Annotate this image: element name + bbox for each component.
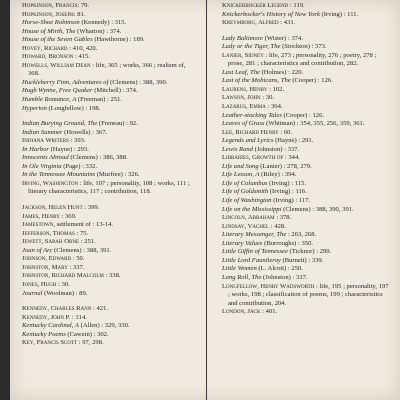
index-entry (22, 305, 192, 314)
index-entry-heading: Lanier, Sidney (222, 51, 264, 59)
index-entry-pages: (Whitman) : 354, 355, 256, 359, 361. (264, 120, 365, 128)
index-entry-pages: : 75. (74, 229, 89, 237)
index-entry-heading: Little Women (222, 265, 257, 273)
index-entry (222, 86, 392, 95)
index-entry-pages: : life, 107 ; personality, 108 ; works, 111 ; literary characteristics, 117 ; contribution, 118. (28, 179, 190, 196)
index-entry (22, 11, 192, 20)
index-entry-heading: Indiana Writers (22, 137, 69, 145)
index-entry-pages: (Burnett) : 339. (280, 256, 324, 264)
index-entry-heading: In Ole Virginia (22, 162, 62, 170)
index-entry-pages: (Murfree) : 326. (95, 171, 140, 179)
index-entry (222, 146, 392, 155)
index-entry-pages: : 81. (73, 10, 86, 18)
index-entry (222, 120, 392, 129)
index-entry-heading: James, Henry (22, 212, 60, 220)
index-entry (222, 52, 392, 69)
index-entry-pages: (Hayne) : 291. (273, 137, 314, 145)
index-entry-pages: (Burroughs) : 350. (262, 239, 314, 247)
index-entry (22, 180, 192, 197)
index-entry-pages: : 338. (103, 272, 121, 280)
index-entry-heading: Lady Baltimore (222, 34, 263, 42)
index-entry (222, 265, 392, 274)
index-entry (22, 255, 192, 264)
index-entry-heading: Jefferson, Thomas (22, 229, 75, 237)
section-gap (222, 28, 392, 35)
index-entry-pages: : 30. (260, 94, 275, 102)
index-entry-heading: Key, Francis Scott (22, 339, 78, 347)
index-entry (22, 247, 192, 256)
index-entry (222, 180, 392, 189)
index-entry-pages: (Mitchell) : 374. (92, 87, 138, 95)
index-entry (222, 248, 392, 257)
index-entry-pages: : 421. (91, 305, 109, 313)
index-entry-heading: Journal (22, 289, 43, 297)
index-entry-pages: : life, 273 ; personality, 276 ; poetry, 278 ; prose, 281 ; characteristics and contribution, 282. (228, 51, 377, 68)
index-entry-pages: (Ticknor) : 299. (287, 248, 332, 256)
index-entry-heading: Hugh Wynne, Free Quaker (22, 87, 93, 95)
index-entry-pages: (Allen) : 329, 330. (78, 322, 130, 330)
index-entry (22, 45, 192, 54)
index-entry-pages: , settlement of : 13-14. (53, 221, 114, 229)
index-entry-pages: : 428. (269, 222, 286, 230)
index-entry (222, 223, 392, 232)
index-entry (222, 214, 392, 223)
index-entry-heading: Lewis Rand (222, 145, 253, 153)
index-entry-heading: Innocents Abroad (22, 154, 69, 162)
index-entry (222, 188, 392, 197)
index-entry (222, 35, 392, 44)
index-entry-pages: (Irving) : 117. (271, 197, 311, 205)
index-entry (222, 274, 392, 283)
index-entry-pages: : 369. (59, 212, 77, 220)
index-entry-pages: (Irving) : 111. (319, 10, 359, 18)
index-entry-heading: Kentucky Poems (22, 330, 66, 338)
index-entry-heading: Lincoln, Abraham (222, 214, 275, 222)
index-entry-heading: Lazarus, Emma (222, 103, 266, 111)
index-entry-pages: : 119. (288, 2, 305, 9)
index-entry-heading: Life on the Mississippi (222, 205, 282, 213)
index-entry-heading: Hopkinson, Joseph (22, 10, 74, 18)
index-entry (222, 69, 392, 78)
index-entry (222, 137, 392, 146)
index-entry-heading: Hopkinson, Francis (22, 2, 78, 9)
index-entry-pages: (Hayne) : 293. (48, 145, 89, 153)
index-entry (22, 221, 192, 230)
index-entry-heading: House of the Seven Gables (22, 36, 93, 44)
index-entry (22, 213, 192, 222)
index-entry (222, 171, 392, 180)
index-entry (22, 230, 192, 239)
index-entry (22, 339, 192, 348)
index-entry (222, 283, 392, 309)
index-entry-heading: Humble Romance, A (22, 96, 77, 104)
index-entry-heading: Legends and Lyrics (222, 137, 274, 145)
index-entry (222, 94, 392, 103)
index-entry-heading: Kennedy, Charles Rann (22, 305, 92, 313)
index-entry (222, 2, 392, 11)
index-entry-heading: Jackson, Helen Hunt (22, 204, 83, 212)
index-entry (22, 79, 192, 88)
index-entry (22, 146, 192, 155)
index-entry (22, 53, 192, 62)
index-entry (22, 2, 192, 11)
index-entry-pages: : life, 365 ; works, 366 ; realism of, 368. (28, 61, 186, 78)
index-entry-heading: Last Leaf, The (222, 68, 260, 76)
index-entry-pages: : 393. (68, 137, 86, 145)
index-entry-pages: (Clemens) : 388, 390, 391. (281, 205, 354, 213)
index-entry-heading: In Harbor (22, 145, 49, 153)
index-entry (22, 154, 192, 163)
index-entry-pages: (Cawein) : 302. (65, 330, 109, 338)
index-entry (222, 112, 392, 121)
index-entry (222, 197, 392, 206)
section-gap (22, 298, 192, 305)
index-entry-heading: Howard, Bronson (22, 53, 74, 61)
index-entry-heading: Hovey, Richard (22, 44, 68, 52)
index-entry-pages: : 30. (56, 280, 70, 288)
index-entry-heading: Howells, William Dean (22, 61, 91, 69)
index-entry-pages: : 337. (67, 263, 85, 271)
index-entry-heading: Jones, Hugh (22, 280, 57, 288)
index-entry (22, 272, 192, 281)
index-entry (22, 238, 192, 247)
index-entry-pages: (L. Alcott) : 250. (256, 265, 303, 273)
index-entry (22, 19, 192, 28)
index-entry-heading: Knickerbocker's History of New York (222, 10, 320, 18)
index-entry (22, 171, 192, 180)
index-entry (222, 11, 392, 20)
index-entry (22, 28, 192, 37)
index-entry-heading: Johnston, Richard Malcolm (22, 272, 104, 280)
index-entry (222, 163, 392, 172)
index-entry-heading: Life Lesson, A (222, 171, 260, 179)
index-entry (22, 290, 192, 299)
index-entry-heading: London, Jack (222, 308, 261, 316)
index-entry (22, 264, 192, 273)
index-entry-pages: (Longfellow) : 198. (46, 104, 101, 112)
index-entry-pages: : 79. (77, 2, 90, 9)
index-entry-pages: : life, 195 ; personality, 197 ; works, 198 ; classification of poems, 199 ; characteristics and contribution, 204. (228, 282, 389, 307)
index-entry (222, 240, 392, 249)
index-entry-pages: (Howells) : 367. (62, 128, 108, 136)
index-entry-heading: Long Roll, The (222, 273, 262, 281)
index-entry-heading: Literary Messenger, The (222, 231, 287, 239)
index-entry (222, 129, 392, 138)
index-entry (222, 308, 392, 317)
index-entry-heading: Leaves of Grass (222, 120, 265, 128)
index-entry (22, 281, 192, 290)
index-entry-heading: Irving, Washington (22, 179, 79, 187)
index-entry (222, 206, 392, 215)
index-entry-pages: : 415. (73, 53, 91, 61)
index-entry-heading: Little Giffin of Tennessee (222, 248, 288, 256)
index-entry-pages: : 251. (79, 238, 96, 246)
index-entry (22, 331, 192, 340)
index-entry-pages: (Wister) : 374. (262, 34, 303, 42)
index-entry-heading: Hyperion (22, 104, 47, 112)
index-entry-heading: Jewett, Sarah Orne (22, 238, 80, 246)
index-entry-pages: (Holmes) : 220. (259, 68, 304, 76)
index-entry-pages: (Irving) : 115. (267, 179, 307, 187)
index-entry-heading: Life of Columbus (222, 179, 268, 187)
index-entry-heading: Lady or the Tiger, The (222, 43, 281, 51)
index-entry-pages: (Stockton) : 373. (280, 43, 327, 51)
index-entry (222, 231, 392, 240)
index-entry (22, 204, 192, 213)
index-entry-pages: : 399. (82, 204, 100, 212)
index-entry-heading: Libraries, Growth of (222, 154, 284, 162)
index-entry-heading: In the Tennessee Mountains (22, 171, 96, 179)
index-entry-heading: Johnston, Mary (22, 263, 68, 271)
index-entry-pages: (Clemens) : 386, 388. (68, 154, 128, 162)
index-entry-pages: : 263, 268. (286, 231, 317, 239)
index-entry-pages: : 97, 298. (77, 339, 104, 347)
index-column-left (22, 2, 192, 348)
index-entry-heading: Little Lord Fauntleroy (222, 256, 281, 264)
index-entry (22, 120, 192, 129)
index-entry-pages: : 50. (71, 255, 85, 263)
index-entry-pages: (Freneau) : 92. (97, 120, 138, 128)
index-entry-pages: : 364. (265, 103, 283, 111)
index-entry-heading: Last of the Mohicans, The (222, 77, 291, 85)
index-entry (22, 129, 192, 138)
index-entry (222, 103, 392, 112)
index-entry-heading: Huckleberry Finn, Adventures of (22, 78, 109, 86)
index-entry (22, 322, 192, 331)
index-entry-heading: Lee, Richard Henry (222, 128, 279, 136)
index-entry-heading: Kentucky Cardinal, A (22, 322, 79, 330)
index-entry (22, 314, 192, 323)
index-column-right (222, 2, 392, 317)
index-entry-pages: : 314. (70, 313, 87, 321)
index-entry (222, 154, 392, 163)
index-entry-heading: Life and Song (222, 162, 259, 170)
section-gap (22, 113, 192, 120)
index-entry-heading: Leather-stocking Tales (222, 111, 282, 119)
index-entry-pages: (Cooper) : 126. (281, 111, 325, 119)
index-entry-heading: Horse-Shoe Robinson (22, 19, 80, 27)
index-entry-pages: (Irving) : 116. (268, 188, 307, 196)
index-entry (222, 257, 392, 266)
index-entry-heading: Johnson, Edward (22, 255, 72, 263)
index-entry-heading: Laurens, Henry (222, 85, 268, 93)
index-entry-heading: Life of Goldsmith (222, 188, 269, 196)
column-divider (206, 0, 207, 400)
index-entry-pages: (Cooper) : 126. (290, 77, 333, 85)
index-entry-heading: Lawson, John (222, 94, 261, 102)
index-entry-pages: (Johnston) : 337. (261, 273, 308, 281)
index-entry-heading: Knickerbocker Legend (222, 2, 289, 9)
index-entry (22, 87, 192, 96)
index-entry-heading: Jamestown (22, 221, 54, 229)
index-entry (22, 62, 192, 79)
section-gap (22, 197, 192, 204)
index-entry-heading: Joan of Arc (22, 246, 53, 254)
index-entry-heading: Kreymborg, Alfred (222, 19, 279, 27)
index-entry-pages: (Kennedy) : 315. (79, 19, 127, 27)
index-entry (22, 163, 192, 172)
index-entry-pages: (Lanier) : 278, 279. (258, 162, 312, 170)
index-entry-pages: (Freeman) : 251. (76, 96, 123, 104)
index-entry-heading: House of Mirth, The (22, 27, 76, 35)
index-entry-pages: : 378. (274, 214, 292, 222)
index-entry-pages: : 431. (278, 19, 296, 27)
index-entry-heading: Life of Washington (222, 197, 272, 205)
index-entry-heading: Longfellow, Henry Wadsworth (222, 282, 315, 290)
index-entry-pages: : 401. (260, 308, 278, 316)
index-entry-pages: (Hawthorne) : 189. (92, 36, 145, 44)
index-entry-heading: Literary Values (222, 239, 263, 247)
index-entry-heading: Indian Summer (22, 128, 63, 136)
index-entry-pages: (Riley) : 394. (259, 171, 297, 179)
index-entry (222, 77, 392, 86)
index-entry (22, 96, 192, 105)
index-entry-pages: : 344. (283, 154, 300, 162)
index-entry-pages: : 60. (278, 128, 293, 136)
index-entry (22, 137, 192, 146)
index-entry (22, 36, 192, 45)
index-entry-pages: : 410, 420. (67, 44, 98, 52)
index-entry (222, 43, 392, 52)
index-entry-pages: : 102. (267, 85, 285, 93)
index-entry-pages: (Woolman) : 89. (42, 289, 88, 297)
index-entry-pages: (Clemens) : 388, 391. (52, 246, 112, 254)
index-entry-pages: (Clemens) : 388, 390. (108, 78, 168, 86)
index-entry-heading: Indian Burying Ground, The (22, 120, 98, 128)
index-entry-pages: (Wharton) : 374. (75, 27, 122, 35)
index-entry-heading: Kennedy, John P. (22, 313, 71, 321)
index-entry (222, 19, 392, 28)
index-entry-pages: (Page) : 332. (61, 162, 98, 170)
index-entry-pages: (Johnston) : 337. (252, 145, 300, 153)
index-page (10, 0, 400, 400)
index-entry-heading: Lindsay, Vachel (222, 222, 270, 230)
index-entry (22, 105, 192, 114)
